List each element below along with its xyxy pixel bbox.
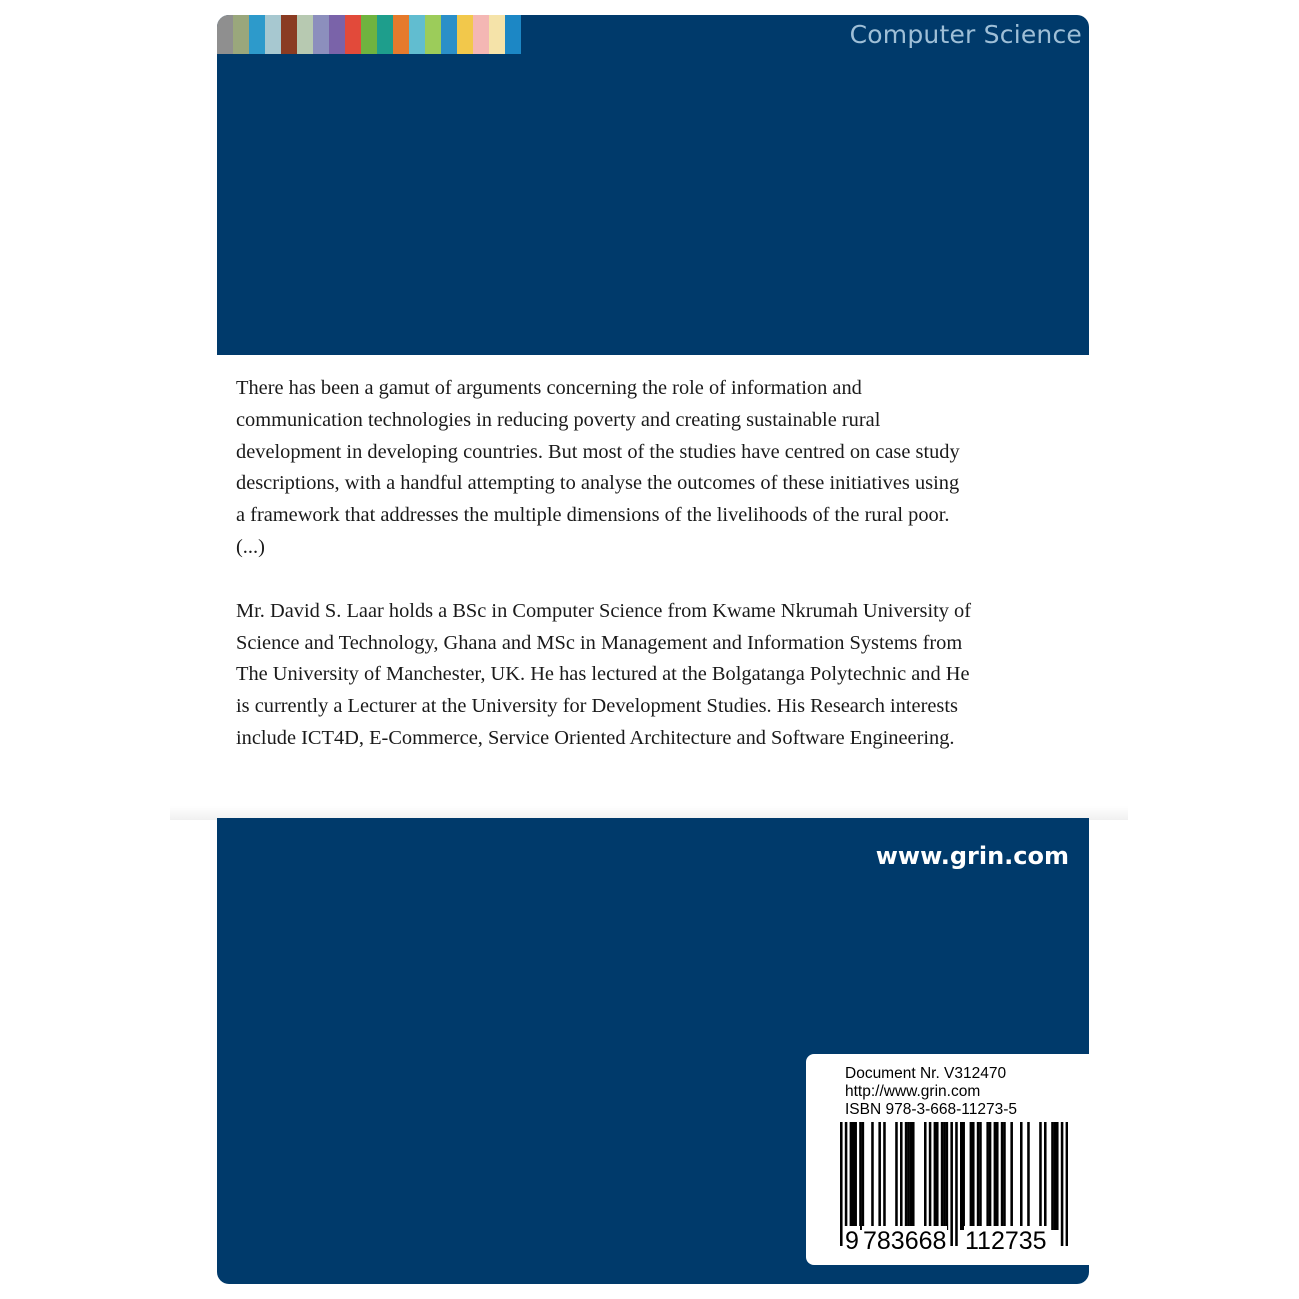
barcode-bar — [871, 1122, 874, 1230]
barcode-bar — [960, 1122, 963, 1230]
barcode-bar — [946, 1122, 949, 1230]
barcode-bar — [852, 1122, 855, 1230]
barcode-bar — [905, 1122, 908, 1230]
document-url: http://www.grin.com — [845, 1083, 981, 1100]
color-strip-swatch — [361, 15, 377, 54]
barcode-bar — [1020, 1122, 1023, 1230]
color-strip-swatch — [217, 15, 233, 54]
blurb-line: include ICT4D, E-Commerce, Service Oriented Architecture and Software Engineering. — [236, 726, 955, 749]
barcode-bar — [986, 1122, 989, 1230]
barcode-bar — [1056, 1122, 1059, 1230]
barcode-bar — [924, 1122, 927, 1230]
barcode-bar — [859, 1122, 862, 1230]
barcode-digit-first: 9 — [845, 1227, 859, 1255]
color-strip-swatch — [233, 15, 249, 54]
barcode-bar — [878, 1122, 881, 1230]
barcode-bar — [1039, 1122, 1042, 1230]
barcode-bar — [862, 1122, 865, 1230]
blurb-line: development in developing countries. But most of the studies have centred on case study — [236, 440, 960, 463]
blurb-paragraph-author — [236, 596, 1066, 755]
barcode-bar — [929, 1122, 932, 1230]
color-strip-swatch — [297, 15, 313, 54]
color-strip-swatch — [329, 15, 345, 54]
barcode-bar — [979, 1122, 982, 1230]
color-strip-swatch — [457, 15, 473, 54]
barcode-digits — [844, 1226, 1066, 1256]
barcode-bar — [989, 1122, 992, 1230]
color-strip-swatch — [265, 15, 281, 54]
barcode-bar — [910, 1122, 913, 1230]
document-number: Document Nr. V312470 — [845, 1065, 1007, 1082]
barcode-bar — [900, 1122, 903, 1230]
blurb-line: There has been a gamut of arguments concerning the role of information and — [236, 377, 862, 399]
document-info — [845, 1065, 1017, 1119]
blurb-line: Mr. David S. Laar holds a BSc in Computer Science from Kwame Nkrumah University of — [236, 599, 972, 622]
color-strip-swatch — [489, 15, 505, 54]
color-strip-swatch — [505, 15, 521, 54]
back-cover-blurb — [236, 373, 1066, 755]
series-label: Computer Science — [849, 20, 1082, 49]
barcode-digits-right: 112735 — [965, 1227, 1047, 1255]
color-strip-swatch — [409, 15, 425, 54]
barcode-bar — [970, 1122, 973, 1230]
barcode-bar — [1054, 1122, 1057, 1230]
website-url: www.grin.com — [875, 842, 1069, 870]
barcode-bar — [850, 1122, 853, 1230]
barcode-bar — [912, 1122, 915, 1230]
color-strip-swatch — [281, 15, 297, 54]
barcode-bar — [994, 1122, 997, 1230]
barcode-bar — [934, 1122, 937, 1230]
barcode-bar — [1001, 1122, 1004, 1230]
barcode-bar — [1010, 1122, 1013, 1230]
color-strip-swatch — [377, 15, 393, 54]
barcode-bar — [1027, 1122, 1030, 1230]
barcode-bar — [977, 1122, 980, 1230]
barcode-bar — [1051, 1122, 1054, 1230]
barcode-bar — [1044, 1122, 1047, 1230]
color-strip — [217, 15, 521, 54]
blurb-line: descriptions, with a handful attempting to analyse the outcomes of these initiatives using — [236, 472, 960, 495]
barcode-bar — [1003, 1122, 1006, 1230]
blurb-line: is currently a Lecturer at the University for Development Studies. His Research interests — [236, 695, 958, 718]
cover-top-panel — [217, 15, 1089, 355]
barcode-digits-left: 783668 — [863, 1227, 947, 1255]
barcode-bar — [895, 1122, 898, 1230]
barcode-bar — [941, 1122, 944, 1230]
isbn-text: ISBN 978-3-668-11273-5 — [845, 1101, 1018, 1118]
blurb-line: The University of Manchester, UK. He has lectured at the Bolgatanga Polytechnic and He — [236, 663, 970, 686]
barcode-bar — [943, 1122, 946, 1230]
barcode-bar — [996, 1122, 999, 1230]
color-strip-swatch — [345, 15, 361, 54]
color-strip-swatch — [393, 15, 409, 54]
color-strip-swatch — [441, 15, 457, 54]
blurb-line: (...) — [236, 535, 265, 558]
barcode-bar — [883, 1122, 886, 1230]
barcode-bar — [936, 1122, 939, 1230]
barcode-bar — [840, 1122, 843, 1246]
color-strip-swatch — [249, 15, 265, 54]
barcode-bar — [854, 1122, 857, 1230]
blurb-line: a framework that addresses the multiple dimensions of the livelihoods of the rural poor. — [236, 504, 950, 527]
blurb-line: Science and Technology, Ghana and MSc in Management and Information Systems from — [236, 631, 963, 654]
barcode-bar — [907, 1122, 910, 1230]
blurb-line: communication technologies in reducing poverty and creating sustainable rural — [236, 408, 881, 431]
barcode-label — [806, 1054, 1089, 1265]
barcode-bar — [962, 1122, 965, 1230]
color-strip-swatch — [313, 15, 329, 54]
barcode-bar — [972, 1122, 975, 1230]
color-strip-swatch — [473, 15, 489, 54]
color-strip-swatch — [425, 15, 441, 54]
blurb-paragraph-summary — [236, 373, 1066, 564]
